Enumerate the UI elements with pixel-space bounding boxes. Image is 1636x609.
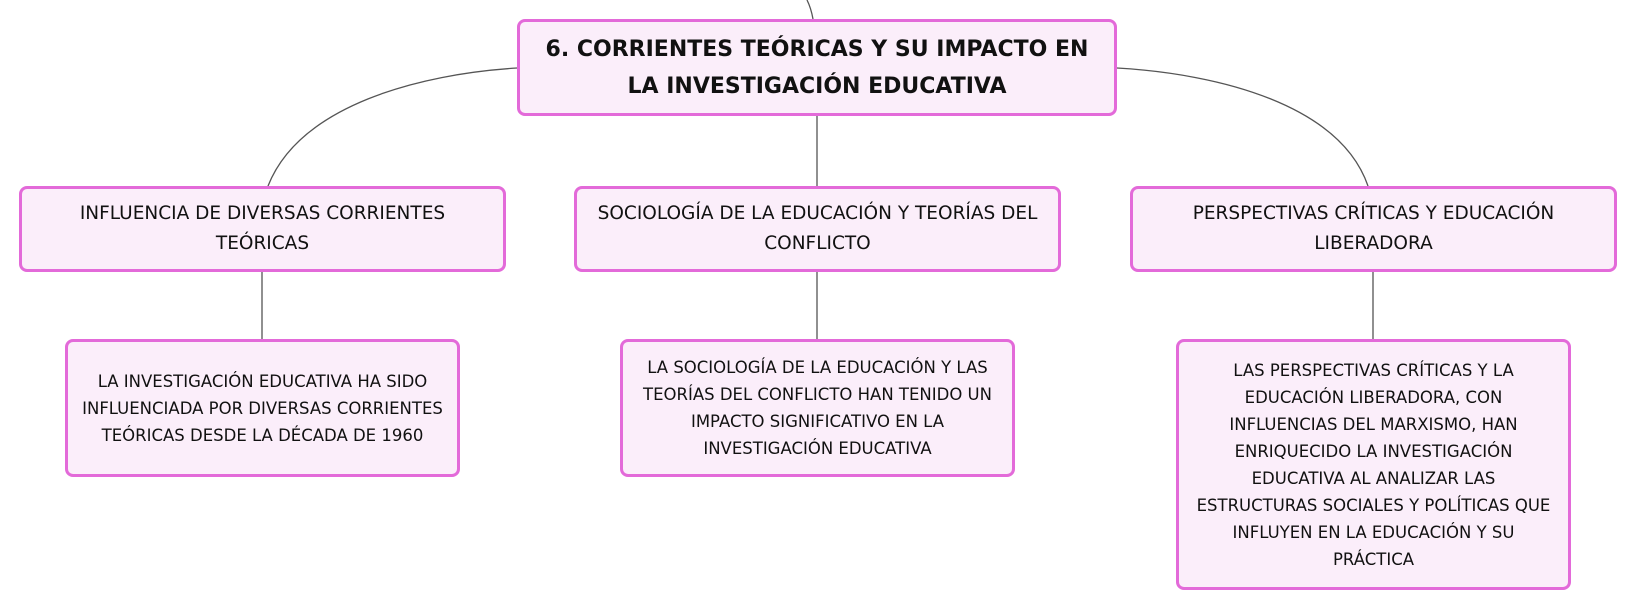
topic-influencia-corrientes-label: INFLUENCIA DE DIVERSAS CORRIENTES TEÓRICAS — [79, 203, 446, 254]
connector-root-to-perspectivas — [1117, 68, 1368, 186]
subtopic-perspectivas-detail-text: LAS PERSPECTIVAS CRÍTICAS Y LA EDUCACIÓN LIBERADORA, CON INFLUENCIAS DEL MARXISMO, HAN ENRIQUECIDO LA INVESTIGACIÓN EDUCATIVA AL ANALIZAR LAS ESTRUCTURAS SOCIALES Y POLÍTICAS QUE INFLUYEN EN LA EDUCACIÓN Y SU PRÁCTICA — [1196, 360, 1551, 569]
topic-influencia-corrientes[interactable] — [19, 186, 506, 272]
topic-perspectivas-criticas[interactable] — [1130, 186, 1617, 272]
topic-sociologia-educacion-label: SOCIOLOGÍA DE LA EDUCACIÓN Y TEORÍAS DEL CONFLICTO — [597, 203, 1038, 254]
subtopic-perspectivas-detail[interactable] — [1176, 339, 1571, 590]
root-topic[interactable] — [517, 19, 1117, 116]
subtopic-influencia-detail[interactable] — [65, 339, 460, 477]
subtopic-sociologia-detail[interactable] — [620, 339, 1015, 477]
connector-root-to-influencia — [268, 68, 517, 186]
subtopic-influencia-detail-text: LA INVESTIGACIÓN EDUCATIVA HA SIDO INFLUENCIADA POR DIVERSAS CORRIENTES TEÓRICAS DESDE LA DÉCADA DE 1960 — [82, 371, 443, 445]
connector-parent-to-root — [807, 0, 813, 19]
root-topic-label: 6. CORRIENTES TEÓRICAS Y SU IMPACTO EN LA INVESTIGACIÓN EDUCATIVA — [545, 36, 1089, 99]
topic-perspectivas-criticas-label: PERSPECTIVAS CRÍTICAS Y EDUCACIÓN LIBERADORA — [1192, 203, 1555, 254]
subtopic-sociologia-detail-text: LA SOCIOLOGÍA DE LA EDUCACIÓN Y LAS TEORÍAS DEL CONFLICTO HAN TENIDO UN IMPACTO SIGNIFICATIVO EN LA INVESTIGACIÓN EDUCATIVA — [643, 358, 992, 458]
topic-sociologia-educacion[interactable] — [574, 186, 1061, 272]
